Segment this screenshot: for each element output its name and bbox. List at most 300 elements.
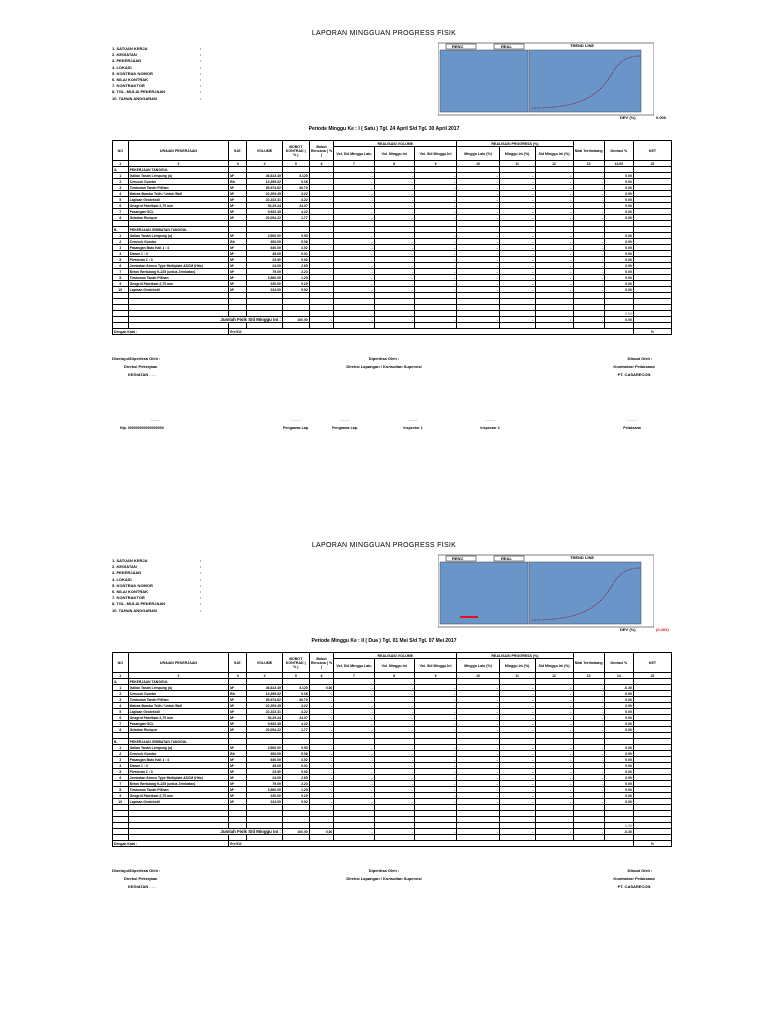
row-volume: 22,222.31	[247, 197, 283, 203]
info-label: 8. TGL. MULAI PEKERJAAN	[112, 89, 166, 95]
column-number: 5	[282, 161, 309, 167]
col-sat: SAT.	[229, 141, 247, 161]
info-label: 6. NILAI KONTRAK	[112, 589, 148, 595]
row-volume: 9,932.45	[247, 721, 283, 727]
progress-chart	[438, 42, 667, 122]
legend-real: REAL	[501, 556, 512, 561]
sign-left-sub: KEGIATAN . . .	[128, 372, 155, 377]
plot-area	[529, 562, 641, 624]
row-deviasi: 0.00	[604, 197, 633, 203]
row-renc: -	[309, 709, 334, 715]
row-bobot: 0.55	[282, 233, 309, 239]
row-name: Jembatan Armco Type Multiplate ASCM (Hits)	[128, 263, 229, 269]
period-label: Periode Minggu Ke : I ( Satu ) Tgl. 24 April S/d Tgl. 30 April 2017	[308, 126, 460, 132]
row-volume: 400.00	[247, 751, 283, 757]
col-bobot: BOBOT KONTRAK ( % )	[282, 653, 309, 673]
row-no: 8	[113, 727, 129, 733]
row-name: Cerucuk Gumbo	[128, 179, 229, 185]
info-value: :	[200, 570, 202, 576]
col-p-sd: S/d Minggu Ini (%)	[535, 659, 573, 673]
row-bobot: 2.65	[282, 775, 309, 781]
info-value: :	[200, 77, 202, 83]
row-volume: 220.00	[247, 281, 283, 287]
row-no: 5	[113, 257, 129, 263]
row-name: Gebalan Rumput	[128, 215, 229, 221]
row-deviasi: 0.00	[604, 697, 633, 703]
signer-line: . . . . .	[340, 418, 350, 422]
table-row: 7 Beton Bertulang K-225 (untuk Jembatan) M³ 79.00 2.23 - - - - - - - 0.00	[113, 269, 672, 275]
col-ket: KET	[633, 141, 671, 161]
table-row: 6 Jembatan Armco Type Multiplate ASCM (Hits) M¹ 24.00 2.65 - - - - - - - 0.00	[113, 263, 672, 269]
info-value: :	[200, 582, 202, 588]
info-label: 3. PEKERJAAN	[112, 58, 142, 64]
info-label: 5. KONTRAK NOMOR	[112, 70, 153, 76]
row-no: 6	[113, 263, 129, 269]
row-deviasi: 0.00	[604, 775, 633, 781]
signer-name: Nip. 000000000000000000	[120, 426, 164, 430]
row-bobot: 4.22	[282, 721, 309, 727]
row-sat: M²	[229, 727, 247, 733]
percent-sign: %	[633, 329, 671, 335]
row-deviasi: 0.00	[604, 287, 633, 293]
table-row: 10 Lapisan Geotekstil M² 224.00 0.02 - - - - - - - 0.00	[113, 287, 672, 293]
row-volume: 224.00	[247, 799, 283, 805]
col-vol-ini: Vol. Minggu Ini	[374, 659, 414, 673]
row-deviasi: 0.00	[604, 715, 633, 721]
info-value: :	[200, 558, 202, 563]
table-row: 7 Pasangan GCL M² 9,932.45 4.22 - - - - - - - 0.00	[113, 209, 672, 215]
row-volume: 22,209.45	[247, 703, 283, 709]
row-deviasi: 0.00	[604, 239, 633, 245]
sign-left-name: Direksi Pekerjaan	[124, 876, 158, 881]
row-name: Lapisan Geotekstil	[128, 709, 229, 715]
row-no: 8	[113, 275, 129, 281]
col-p-lalu: Minggu Lalu (%)	[457, 147, 499, 161]
row-no: 1	[113, 173, 129, 179]
row-deviasi: 0.00	[604, 769, 633, 775]
column-number: 1	[113, 673, 129, 679]
row-no: 7	[113, 781, 129, 787]
info-label: 4. LOKASI	[112, 576, 132, 582]
row-deviasi: 0.00	[604, 263, 633, 269]
info-value: :	[200, 595, 202, 601]
row-volume: 95,974.62	[247, 697, 283, 703]
dev-value: 0.000	[656, 115, 667, 120]
table-row: 2 Cerucuk Gumbo Bh 14,395.02 0.36 - - - - - - - 0.00	[113, 179, 672, 185]
project-info	[112, 558, 201, 614]
row-no: 2	[113, 239, 129, 245]
row-deviasi: 0.00	[604, 787, 633, 793]
sign-right-sub: PT. CASARECON	[617, 372, 651, 377]
row-volume: 2,500.00	[247, 787, 283, 793]
row-bobot: 3.125	[282, 173, 309, 179]
column-number: 6	[309, 673, 334, 679]
row-no: 3	[113, 697, 129, 703]
info-row	[112, 96, 201, 102]
row-no: 3	[113, 185, 129, 191]
table-row: 10 Lapisan Geotekstil M² 224.00 0.02 - - - - - - - - 0.00	[113, 799, 672, 805]
row-bobot: 0.20	[282, 281, 309, 287]
section-name: PEKERJAAN TANGGUL	[128, 679, 229, 685]
row-name: Timbunan Tanah Pilihan	[128, 697, 229, 703]
row-name: Timbunan Tanah Pilihan	[128, 787, 229, 793]
col-deviasi: Deviasi %	[604, 141, 633, 161]
row-sat: Bh	[229, 691, 247, 697]
sign-right-title: Dibuat Oleh :	[627, 868, 653, 873]
row-sat: Bh	[229, 179, 247, 185]
column-number: 14.00	[604, 161, 633, 167]
row-no: 4	[113, 191, 129, 197]
row-bobot: 24.07	[282, 715, 309, 721]
table-row: 6 Jembatan Armco Type Multiplate ASCM (Hits) M¹ 24.00 2.65 - - - - - - - - 0.00	[113, 775, 672, 781]
sign-mid-name: Direksi Lapangan / Konsultan Supervisi	[346, 364, 422, 369]
col-vol-sd: Vol. S/d Minggu Ini	[414, 659, 456, 673]
col-vol-sd: Vol. S/d Minggu Ini	[414, 147, 456, 161]
row-deviasi: 0.00	[604, 799, 633, 805]
table-row: 1 Galian Tanah Lempung (a) M³ 46,813.45 3.125 - - - - - - - 0.00	[113, 173, 672, 179]
row-name: Pasangan GCL	[128, 209, 229, 215]
column-number: 5	[282, 673, 309, 679]
row-no: 8	[113, 787, 129, 793]
section-code: B.	[113, 227, 129, 233]
table-row: 9 Geogrid Fabrikasi 2,75 mm M² 220.00 0.20 - - - - - - - - 0.00	[113, 793, 672, 799]
row-volume: 20,054.22	[247, 727, 283, 733]
terbilang-row	[113, 841, 672, 847]
row-no: 3	[113, 757, 129, 763]
column-number: 7	[334, 673, 374, 679]
info-label: 4. LOKASI	[112, 64, 132, 70]
row-deviasi: 0.00	[604, 245, 633, 251]
row-bobot: 0.00	[282, 769, 309, 775]
row-sat: M²	[229, 251, 247, 257]
row-deviasi: 0.00	[604, 185, 633, 191]
row-name: Galian Tanah Lempung (a)	[128, 173, 229, 179]
column-number: 2	[128, 673, 229, 679]
row-name: Geogrid Fabrikasi 2,75 mm	[128, 715, 229, 721]
col-p-sd: S/d Minggu Ini (%)	[535, 147, 573, 161]
row-sat: M²	[229, 769, 247, 775]
table-row: 2 Cerucuk Gumbo Bh 400.00 0.06 - - - - - - - - 0.00	[113, 751, 672, 757]
total-label: Jumlah Fisik S/d Minggu ini :	[128, 829, 282, 835]
row-deviasi: 0.00	[604, 203, 633, 209]
row-no: 5	[113, 769, 129, 775]
row-renc: -	[309, 697, 334, 703]
row-bobot: 4.22	[282, 209, 309, 215]
project-info	[112, 46, 201, 102]
row-bobot: 0.01	[282, 763, 309, 769]
column-number: 3	[229, 673, 247, 679]
sign-mid-name: Direksi Lapangan / Konsultan Supervisi	[346, 876, 422, 881]
legend-real: REAL	[501, 44, 512, 49]
row-bobot: 4.22	[282, 709, 309, 715]
row-no: 1	[113, 745, 129, 751]
row-bobot: 4.22	[282, 191, 309, 197]
section-code: B.	[113, 739, 129, 745]
signer-line: . . . . .	[485, 418, 495, 422]
row-volume: 9,932.45	[247, 209, 283, 215]
row-bobot: 0.20	[282, 793, 309, 799]
row-no: 1	[113, 233, 129, 239]
sign-left-sub: KEGIATAN . . .	[128, 884, 155, 889]
progress-chart	[438, 554, 669, 634]
row-no: 2	[113, 691, 129, 697]
section-name: PEKERJAAN JEMBATAN TANGGUL	[128, 739, 229, 745]
row-renc: -	[309, 781, 334, 787]
column-number: 3	[229, 161, 247, 167]
signer-name: Inspector 1	[403, 426, 423, 430]
sign-right-name: Kontraktor Pelaksana	[613, 876, 655, 881]
row-bobot: 40.70	[282, 697, 309, 703]
row-name: Jembatan Armco Type Multiplate ASCM (Hits)	[128, 775, 229, 781]
legend-renc: RENC	[452, 556, 464, 561]
col-realisasi-volume: REALISASI VOLUME	[334, 141, 457, 147]
report-title: LAPORAN MINGGUAN PROGRESS FISIK	[311, 30, 457, 37]
row-no: 6	[113, 203, 129, 209]
row-sat: M²	[229, 799, 247, 805]
sign-right-name: Kontraktor Pelaksana	[613, 364, 655, 369]
info-row	[112, 608, 201, 614]
row-sat: M³	[229, 745, 247, 751]
column-number: 13	[573, 673, 604, 679]
row-no: 1	[113, 685, 129, 691]
sign-right-sub: PT. CASARECON	[617, 884, 651, 889]
row-name: Lapisan Geotekstil	[128, 287, 229, 293]
row-volume: 24.00	[247, 775, 283, 781]
col-uraian: URAIAN PEKERJAAN	[128, 141, 229, 161]
total-deviasi: -0.30	[604, 829, 633, 835]
row-no: 2	[113, 179, 129, 185]
row-deviasi: 0.00	[604, 751, 633, 757]
dev-label: DEV (%)	[620, 627, 636, 632]
row-sat: M¹	[229, 263, 247, 269]
row-renc: -	[309, 769, 334, 775]
row-deviasi: 0.00	[604, 191, 633, 197]
row-name: Gebalan Rumput	[128, 727, 229, 733]
row-sat: M²	[229, 209, 247, 215]
row-deviasi: 0.00	[604, 233, 633, 239]
column-number: 12	[535, 161, 573, 167]
table-row: 3 Pasangan Batu Kali 1 : 4 M³ 640.00 2.02 - - - - - - - - 0.00	[113, 757, 672, 763]
row-bobot: 0.02	[282, 799, 309, 805]
row-name: Geogrid Fabrikasi 2,75 mm	[128, 281, 229, 287]
row-name: Cerucuk Gumbo	[128, 239, 229, 245]
row-sat: M³	[229, 781, 247, 787]
terbilang-row	[113, 329, 672, 335]
row-sat: M¹	[229, 775, 247, 781]
row-bobot: 0.06	[282, 239, 309, 245]
weekly-progress-report	[0, 30, 768, 542]
col-vol-lalu: Vol. S/d Minggu Lalu	[334, 147, 374, 161]
dev-value: (0.302)	[656, 627, 669, 632]
table-row: 4 Matras Bambu Telih / Untuk Wall M² 22,209.45 4.22 - - - - - - - 0.00	[113, 191, 672, 197]
column-number: 10	[457, 673, 499, 679]
row-renc: -	[309, 727, 334, 733]
section-code: A.	[113, 679, 129, 685]
row-renc: -	[309, 721, 334, 727]
row-volume: 23.50	[247, 769, 283, 775]
row-name: Plesteran 1 : 3	[128, 769, 229, 775]
row-bobot: 2.02	[282, 245, 309, 251]
row-name: Galian Tanah Lempung (a)	[128, 745, 229, 751]
col-volume: VOLUME	[247, 653, 283, 673]
col-p-lalu: Minggu Lalu (%)	[457, 659, 499, 673]
col-no: NO	[113, 653, 129, 673]
table-row: 4 Siaran 1 : 3 M² 45.00 0.01 - - - - - - - - 0.00	[113, 763, 672, 769]
sign-mid-title: Diperiksa Oleh :	[368, 356, 400, 361]
col-uraian: URAIAN PEKERJAAN	[128, 653, 229, 673]
info-value: :	[200, 46, 202, 51]
column-number: 11	[499, 673, 535, 679]
total-row: Jumlah Fisik S/d Minggu ini : 100.00 0.30 - - - - - - - -0.30	[113, 829, 672, 835]
column-number: 8	[374, 673, 414, 679]
dev-label: DEV (%)	[620, 115, 636, 120]
signer-name: Pelaksana	[623, 426, 641, 430]
row-no: 3	[113, 245, 129, 251]
row-deviasi: 0.00	[604, 745, 633, 751]
section-name: PEKERJAAN JEMBATAN TANGGUL	[128, 227, 229, 233]
sign-left-title: Disetujui/Diperiksa Oleh :	[112, 868, 161, 873]
row-sat: Bh	[229, 239, 247, 245]
row-bobot: 0.36	[282, 179, 309, 185]
trend-line-label: TREND LINE	[570, 43, 594, 48]
table-row: 4 Matras Bambu Telih / Untuk Wall M² 22,209.45 4.22 - - - - - - - - 0.00	[113, 703, 672, 709]
period-label: Periode Minggu Ke : II ( Dua ) Tgl. 01 Mei S/d Tgl. 07 Mei 2017	[311, 638, 457, 644]
row-volume: 22,209.45	[247, 191, 283, 197]
row-no: 10	[113, 799, 129, 805]
row-deviasi: 0.00	[604, 727, 633, 733]
row-deviasi: 0.00	[604, 173, 633, 179]
total-renc: 0.30	[309, 829, 334, 835]
row-no: 4	[113, 251, 129, 257]
row-volume: 640.00	[247, 245, 283, 251]
progress-chart-svg	[438, 554, 654, 634]
column-number: 4	[247, 161, 283, 167]
col-realisasi-volume: REALISASI VOLUME	[334, 653, 457, 659]
signer-name: Pengawas Lap.	[332, 426, 358, 430]
row-no: 4	[113, 763, 129, 769]
row-volume: 45.00	[247, 763, 283, 769]
row-volume: 14,395.02	[247, 691, 283, 697]
table-row: 4 Siaran 1 : 3 M² 45.00 0.01 - - - - - - - 0.00	[113, 251, 672, 257]
info-value: :	[200, 83, 202, 89]
row-sat: M²	[229, 257, 247, 263]
total-bobot: 100.00	[282, 829, 309, 835]
row-renc: -	[309, 703, 334, 709]
info-value: :	[200, 601, 202, 607]
row-no: 5	[113, 709, 129, 715]
row-no: 8	[113, 215, 129, 221]
col-no: NO	[113, 141, 129, 161]
sign-left-name: Direksi Pekerjaan	[124, 364, 158, 369]
total-label: Jumlah Fisik S/d Minggu ini :	[128, 317, 282, 323]
row-deviasi: 0.00	[604, 257, 633, 263]
row-sat: M²	[229, 709, 247, 715]
row-bobot: 24.07	[282, 203, 309, 209]
legend-renc: RENC	[452, 44, 464, 49]
row-volume: 2,500.00	[247, 275, 283, 281]
row-no: 4	[113, 703, 129, 709]
trend-line-label: TREND LINE	[570, 555, 594, 560]
sign-right-title: Dibuat Oleh :	[627, 356, 653, 361]
sign-left-title: Disetujui/Diperiksa Oleh :	[112, 356, 161, 361]
row-name: Siaran 1 : 3	[128, 763, 229, 769]
row-name: Lapisan Geotekstil	[128, 799, 229, 805]
row-deviasi: 0.00	[604, 209, 633, 215]
row-bobot: 0.01	[282, 251, 309, 257]
info-value: :	[200, 70, 202, 76]
col-nilai: Nilai Tertimbang	[573, 141, 604, 161]
info-label: 1. SATUAN KERJA	[112, 558, 148, 563]
table-row: 6 Geogrid Fabrikasi 2,75 mm M² 52,29.34 24.07 - - - - - - - - 0.00	[113, 715, 672, 721]
info-label: 7. KONTRAKTOR	[112, 595, 145, 601]
row-volume: 79.00	[247, 269, 283, 275]
table-row: 8 Timbunan Tanah Pilihan M³ 2,500.00 1.25 - - - - - - - 0.00	[113, 275, 672, 281]
row-renc: -	[309, 763, 334, 769]
row-bobot: 0.06	[282, 751, 309, 757]
row-name: Matras Bambu Telih / Untuk Wall	[128, 703, 229, 709]
table-row: 3 Timbunan Tanah Pilihan M³ 95,974.62 40.70 - - - - - - - - 0.00	[113, 697, 672, 703]
signer-line: . . . . .	[408, 418, 418, 422]
col-ket: KET	[633, 653, 671, 673]
row-no: 10	[113, 287, 129, 293]
row-bobot: 2.23	[282, 269, 309, 275]
col-vol-lalu: Vol. S/d Minggu Lalu	[334, 659, 374, 673]
row-bobot: 0.55	[282, 745, 309, 751]
row-bobot: 1.25	[282, 787, 309, 793]
row-volume: 14,395.02	[247, 179, 283, 185]
row-bobot: 2.23	[282, 781, 309, 787]
row-sat: M²	[229, 203, 247, 209]
row-bobot: 0.36	[282, 691, 309, 697]
row-bobot: 1.77	[282, 215, 309, 221]
row-sat: M³	[229, 185, 247, 191]
total-renc: -	[309, 317, 334, 323]
row-renc: -	[309, 691, 334, 697]
table-row: 9 Geogrid Fabrikasi 2,75 mm M² 220.00 0.20 - - - - - - - 0.00	[113, 281, 672, 287]
row-sat: M³	[229, 787, 247, 793]
row-bobot: 0.00	[282, 257, 309, 263]
info-value: :	[200, 576, 202, 582]
row-bobot: 2.02	[282, 757, 309, 763]
table-row: 7 Pasangan GCL M² 9,932.45 4.22 - - - - - - - - 0.00	[113, 721, 672, 727]
total-bobot: 100.00	[282, 317, 309, 323]
terbilang-label: Dengan Kata :	[114, 841, 137, 846]
row-name: Beton Bertulang K-225 (untuk Jembatan)	[128, 781, 229, 787]
row-renc: -	[309, 787, 334, 793]
info-label: 8. TGL. MULAI PEKERJAAN	[112, 601, 166, 607]
row-bobot: 0.02	[282, 287, 309, 293]
table-row: 5 Plesteran 1 : 3 M² 23.50 0.00 - - - - - - - 0.00	[113, 257, 672, 263]
row-renc: -	[309, 775, 334, 781]
table-row: 3 Pasangan Batu Kali 1 : 4 M³ 640.00 2.02 - - - - - - - 0.00	[113, 245, 672, 251]
table-row: 8 Timbunan Tanah Pilihan M³ 2,500.00 1.25 - - - - - - - - 0.00	[113, 787, 672, 793]
col-p-ini: Minggu Ini (%)	[499, 659, 535, 673]
row-name: Matras Bambu Telih / Untuk Wall	[128, 191, 229, 197]
row-deviasi: 0.00	[604, 179, 633, 185]
row-deviasi: 0.00	[604, 281, 633, 287]
row-deviasi: 0.00	[604, 251, 633, 257]
percent-sign: %	[633, 841, 671, 847]
progress-table	[112, 140, 672, 335]
row-sat: M³	[229, 697, 247, 703]
row-bobot: 4.22	[282, 703, 309, 709]
row-volume: 46,813.45	[247, 685, 283, 691]
row-name: Pasangan Batu Kali 1 : 4	[128, 757, 229, 763]
info-label: 6. NILAI KONTRAK	[112, 77, 148, 83]
row-renc: -	[309, 715, 334, 721]
row-deviasi: 0.00	[604, 691, 633, 697]
table-row: 6 Geogrid Fabrikasi 2,75 mm M² 52,29.34 24.07 - - - - - - - 0.00	[113, 203, 672, 209]
